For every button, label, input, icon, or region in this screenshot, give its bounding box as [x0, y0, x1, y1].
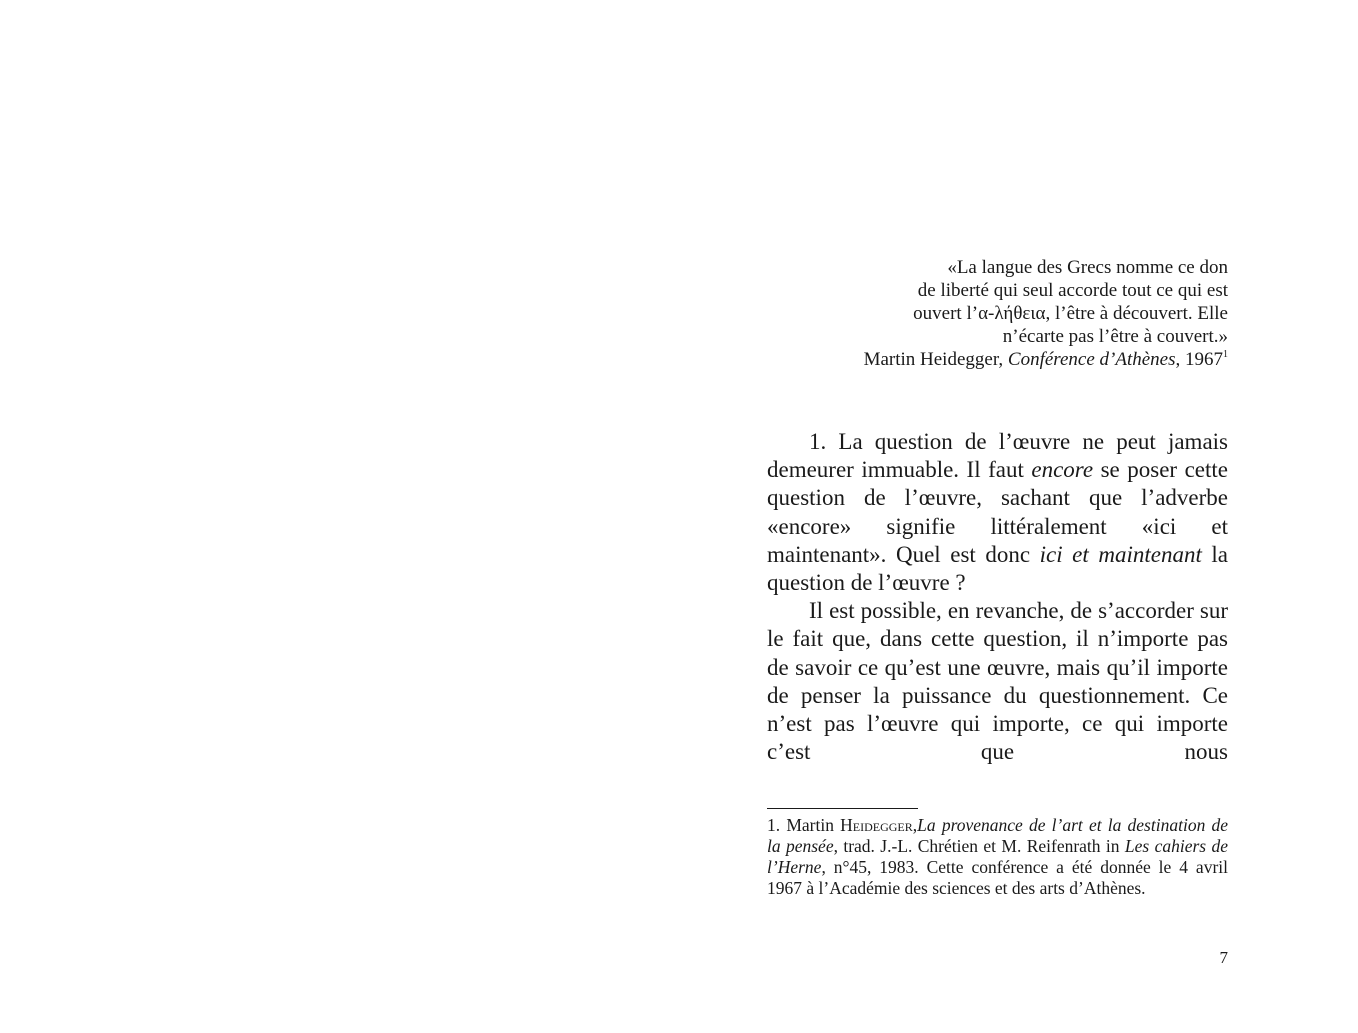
footnote-author-last: Heidegger, — [840, 815, 918, 835]
main-text — [767, 428, 1228, 766]
epigraph-line: n’écarte pas l’être à couvert.» — [1002, 326, 1228, 347]
footnote-text: , trad. J.-L. Chrétien et M. Reifenrath in — [833, 836, 1125, 856]
paragraph-1-emphasis: ici et maintenant — [1039, 541, 1202, 567]
paragraph-1 — [767, 428, 1228, 597]
epigraph-year: , 1967 — [1175, 349, 1223, 370]
footnote-number: 1. — [767, 815, 781, 835]
footnote-title: La provenance de l’art et la destination de la pensée — [767, 815, 1229, 856]
epigraph-source — [820, 348, 1228, 371]
epigraph-work: Conférence d’Athènes — [1007, 349, 1176, 370]
epigraph-line: «La langue des Grecs nomme ce don — [947, 257, 1228, 278]
epigraph-line: de liberté qui seul accorde tout ce qui est — [917, 280, 1228, 301]
footnote-journal: Les cahiers de l’Herne — [767, 836, 1228, 877]
paragraph-1-text: 1. La question de l’œuvre ne peut jamais demeurer immuable. Il faut — [767, 429, 1228, 483]
paragraph-1-text: se poser cette question de l’œuvre, sachant que l’adverbe «encore» signifie littéralement «ici et maintenant». Quel est donc — [767, 457, 1228, 567]
epigraph — [820, 256, 1228, 371]
paragraph-2: Il est possible, en revanche, de s’accorder sur le fait que, dans cette question, il n’importe pas de savoir ce qu’est une œuvre, mais qu’il importe de penser la puissance du questionnement. Ce n’est pas l’œuvre qui importe, ce qui importe c’est que nous — [767, 598, 1228, 765]
footnote-reference[interactable]: 1 — [1223, 349, 1228, 360]
page-number: 7 — [1219, 948, 1228, 967]
paragraph-1-text: la question de l’œuvre ? — [767, 541, 1229, 596]
footnote-text: , n°45, 1983. Cette conférence a été donnée le 4 avril 1967 à l’Académie des sciences et des arts d’Athènes. — [767, 857, 1228, 898]
epigraph-line: ouvert l’α-λήθεια, l’être à découvert. Elle — [913, 303, 1228, 324]
footnote — [767, 815, 1228, 899]
footnote-separator — [767, 808, 918, 809]
epigraph-author: Martin Heidegger, — [863, 349, 1004, 370]
paragraph-1-emphasis: encore — [1031, 457, 1094, 483]
footnote-author-first: Martin — [786, 815, 834, 835]
